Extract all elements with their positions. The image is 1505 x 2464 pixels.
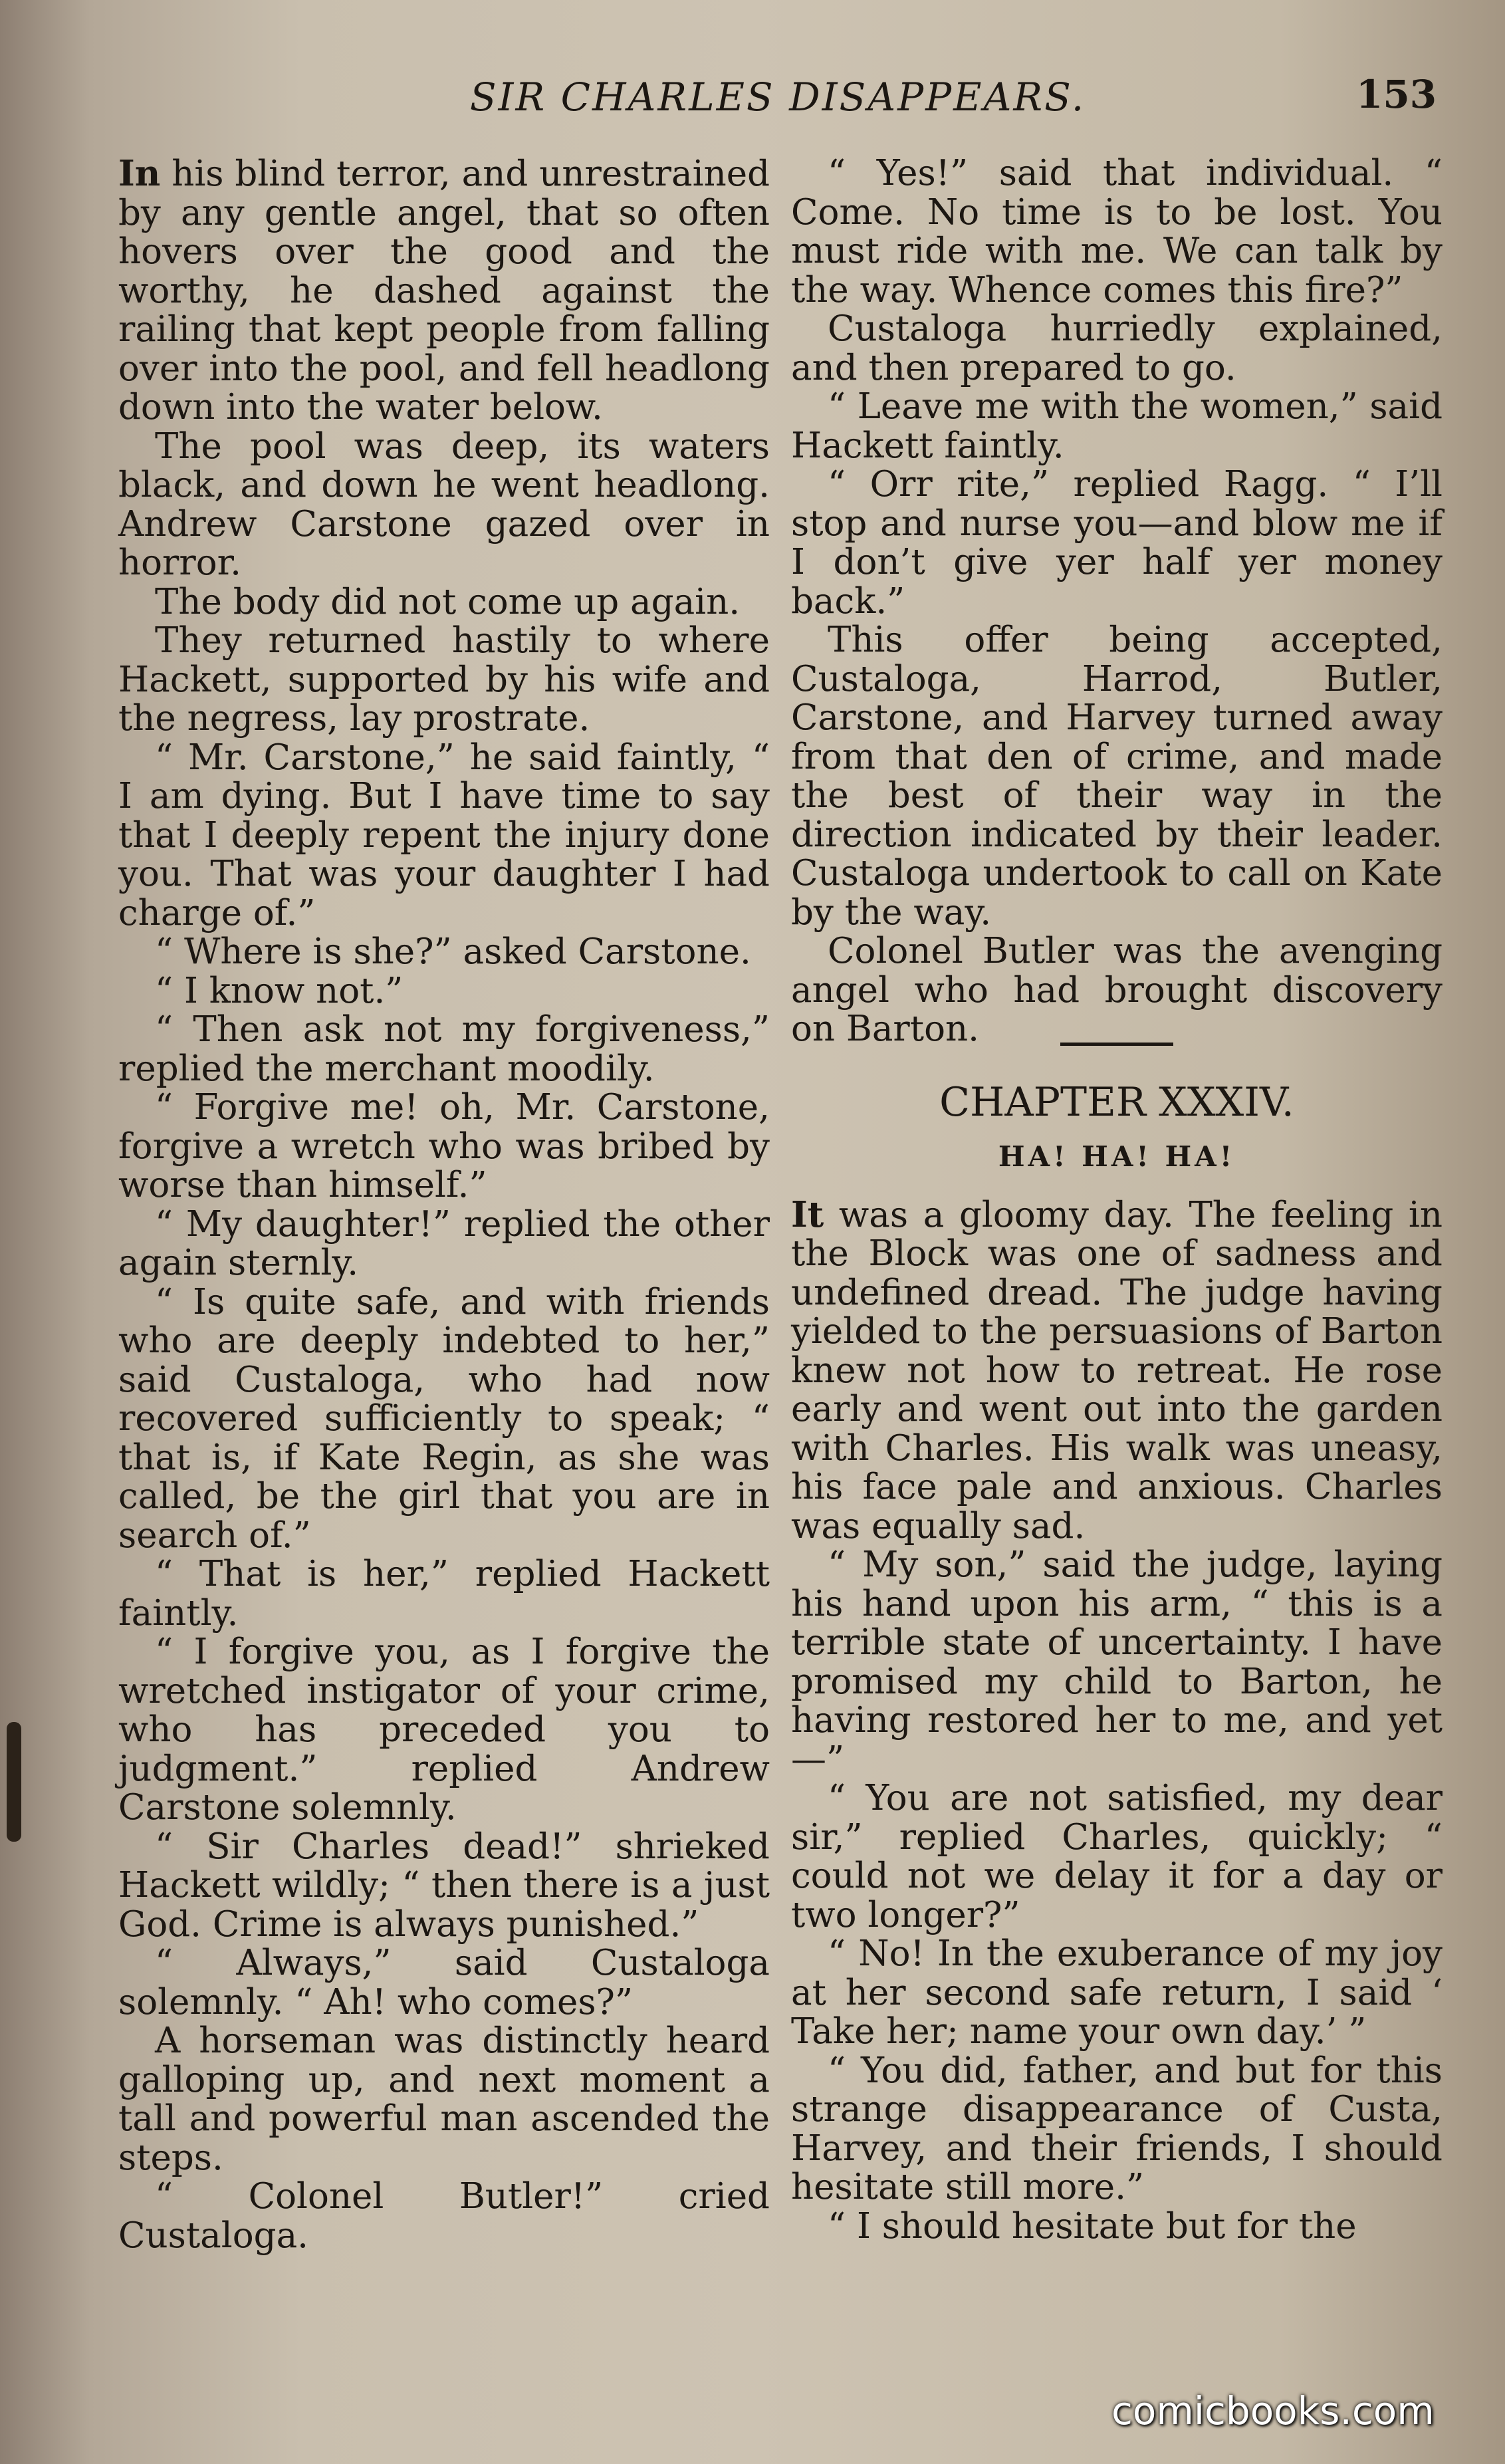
paragraph: “ Then ask not my forgiveness,” replied the merchant moodily.: [118, 1009, 770, 1089]
chapter-title: CHAPTER XXXIV.: [939, 1078, 1294, 1126]
page-number: 153: [1356, 72, 1437, 117]
paragraph: Custaloga hurriedly explained, and then prepared to go.: [791, 308, 1443, 388]
paragraph: “ Always,” said Custaloga solemnly. “ Ah! who comes?”: [118, 1943, 770, 2023]
paragraph: “ My son,” said the judge, laying his hand upon his arm, “ this is a terrible state of uncertainty. I have promised my child to Barton, he having restored her to me, and yet—”: [791, 1544, 1443, 1780]
paragraph: The pool was deep, its waters black, and down he went headlong. Andrew Carstone gazed over in horror.: [118, 426, 770, 583]
right-column: [791, 154, 1443, 2246]
paragraph: It was a gloomy day. The feeling in the Block was one of sadness and undefined dread. The judge having yielded to the persuasions of Barton knew not how to retreat. He rose early and went out into the garden with Charles. His walk was uneasy, his face pale and anxious. Charles was equally sad.: [791, 1193, 1443, 1546]
running-title: SIR CHARLES DISAPPEARS.: [469, 74, 1086, 120]
paragraph: They returned hastily to where Hackett, supported by his wife and the negress, lay prostrate.: [118, 620, 770, 739]
paragraph: “ Sir Charles dead!” shrieked Hackett wildly; “ then there is a just God. Crime is always punished.”: [118, 1826, 770, 1945]
section-divider: [1060, 1043, 1173, 1046]
left-column: [118, 154, 770, 2255]
watermark: comicbooks.com: [1111, 2388, 1435, 2433]
chapter-subtitle: HA! HA! HA!: [998, 1140, 1236, 1173]
paragraph: “ No! In the exuberance of my joy at her second safe return, I said ‘ Take her; name your own day.’ ”: [791, 1933, 1443, 2052]
paragraph: “ My daughter!” replied the other again sternly.: [118, 1203, 770, 1283]
paragraph: “ I forgive you, as I forgive the wretched instigator of your crime, who has preceded you to judgment.” replied Andrew Carstone solemnly.: [118, 1632, 770, 1828]
paragraph: “ Yes!” said that individual. “ Come. No time is to be lost. You must ride with me. We can talk by the way. Whence comes this fire?”: [791, 153, 1443, 310]
paragraph: Colonel Butler was the avenging angel who had brought discovery on Barton.: [791, 931, 1443, 1049]
paragraph: “ Is quite safe, and with friends who are deeply indebted to her,” said Custaloga, who had now recovered sufficiently to speak; “ that is, if Kate Regin, as she was called, be the girl that you are in search of.”: [118, 1281, 770, 1556]
paragraph: This offer being accepted, Custaloga, Harrod, Butler, Carstone, and Harvey turned away from that den of crime, and made the best of their way in the direction indicated by their leader. Custaloga undertook to call on Kate by the way.: [791, 620, 1443, 933]
paragraph: “ Mr. Carstone,” he said faintly, “ I am dying. But I have time to say that I deeply repent the injury done you. That was your daughter I had charge of.”: [118, 737, 770, 933]
paragraph: “ That is her,” replied Hackett faintly.: [118, 1554, 770, 1634]
paragraph: “ Orr rite,” replied Ragg. “ I’ll stop and nurse you—and blow me if I don’t give yer half yer money back.”: [791, 464, 1443, 622]
paragraph: “ Where is she?” asked Carstone.: [155, 931, 751, 972]
paragraph: “ You did, father, and but for this strange disappearance of Custa, Harvey, and their friends, I should hesitate still more.”: [791, 2050, 1443, 2207]
paragraph: “ Forgive me! oh, Mr. Carstone, forgive a wretch who was bribed by worse than himself.”: [118, 1087, 770, 1205]
paragraph: “ I should hesitate but for the: [828, 2205, 1357, 2247]
paragraph: “ Colonel Butler!” cried Custaloga.: [118, 2176, 770, 2256]
paragraph: The body did not come up again.: [155, 581, 741, 622]
paragraph: In his blind terror, and unrestrained by any gentle angel, that so often hovers over the good and the worthy, he dashed against the railing that kept people from falling over into the pool, and fell headlong down into the water below.: [118, 153, 770, 428]
paragraph: “ You are not satisfied, my dear sir,” replied Charles, quickly; “ could not we delay it for a day or two longer?”: [791, 1778, 1443, 1935]
paragraph: A horseman was distinctly heard galloping up, and next moment a tall and powerful man ascended the steps.: [118, 2021, 770, 2178]
paragraph: “ I know not.”: [155, 970, 404, 1011]
binding-shadow: [7, 1722, 21, 1842]
paragraph: “ Leave me with the women,” said Hackett faintly.: [791, 386, 1443, 466]
